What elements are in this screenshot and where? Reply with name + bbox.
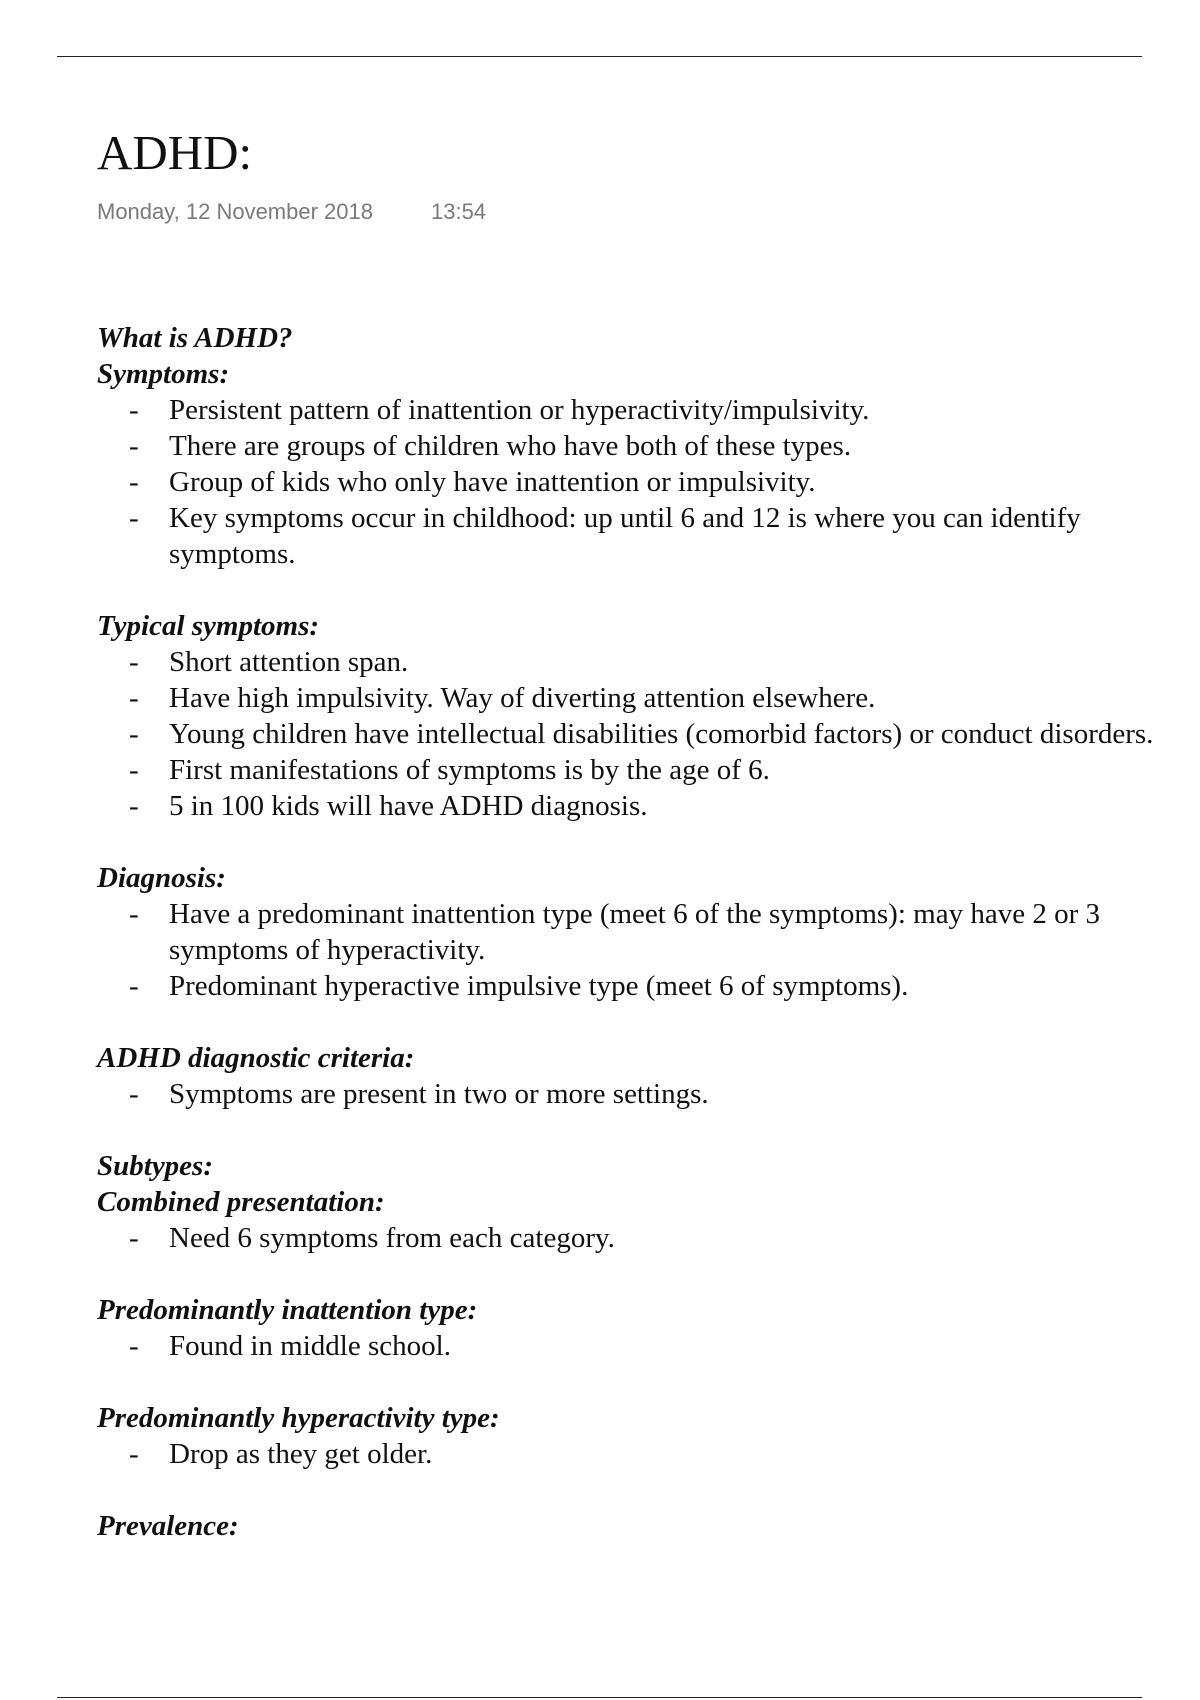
- dash-bullet: -: [129, 718, 139, 750]
- section-hyperactivity-type: [97, 1400, 1200, 1472]
- dash-bullet: -: [129, 430, 139, 462]
- list-item: - Young children have intellectual disabilities (comorbid factors) or conduct disorders.: [129, 718, 1154, 750]
- dash-bullet: -: [129, 646, 139, 678]
- section-heading: Combined presentation:: [97, 1186, 385, 1218]
- page-title: ADHD:: [97, 125, 253, 180]
- bullet-list: [97, 1328, 1200, 1364]
- list-item: - Short attention span.: [129, 646, 409, 678]
- dash-bullet: -: [129, 1330, 139, 1362]
- section-heading: Diagnosis:: [97, 862, 226, 894]
- list-item: - 5 in 100 kids will have ADHD diagnosis.: [129, 790, 648, 822]
- section-inattention-type: [97, 1292, 1200, 1364]
- section-heading: What is ADHD?: [97, 322, 293, 354]
- list-item: - Group of kids who only have inattention or impulsivity.: [129, 466, 816, 498]
- dash-bullet: -: [129, 754, 139, 786]
- section-heading: Subtypes:: [97, 1150, 213, 1182]
- page-date: Monday, 12 November 2018: [97, 199, 373, 224]
- dash-bullet: -: [129, 466, 139, 498]
- section-diagnostic-criteria: [97, 1040, 1200, 1112]
- dash-bullet: -: [129, 1078, 139, 1110]
- section-heading: Symptoms:: [97, 358, 230, 390]
- dash-bullet: -: [129, 790, 139, 822]
- section-what-is-adhd: [97, 320, 1200, 572]
- top-rule: [57, 56, 1142, 57]
- section-subtypes: [97, 1148, 1200, 1256]
- bottom-rule: [57, 1697, 1142, 1698]
- page-timestamp: [97, 199, 486, 225]
- list-item: - There are groups of children who have both of these types.: [129, 430, 852, 462]
- bullet-list: [97, 1076, 1200, 1112]
- section-heading: Predominantly hyperactivity type:: [97, 1402, 500, 1434]
- list-item: - Drop as they get older.: [129, 1438, 433, 1470]
- bullet-list: [97, 896, 1200, 1004]
- list-item: - Found in middle school.: [129, 1330, 451, 1362]
- section-heading: Typical symptoms:: [97, 610, 320, 642]
- section-heading: Predominantly inattention type:: [97, 1294, 478, 1326]
- section-heading: ADHD diagnostic criteria:: [97, 1042, 415, 1074]
- section-diagnosis: [97, 860, 1200, 1004]
- dash-bullet: -: [129, 1222, 139, 1254]
- list-item: - First manifestations of symptoms is by the age of 6.: [129, 754, 770, 786]
- bullet-list: [97, 644, 1200, 824]
- dash-bullet: -: [129, 682, 139, 714]
- section-typical-symptoms: [97, 608, 1200, 824]
- list-item: - Have high impulsivity. Way of diverting attention elsewhere.: [129, 682, 876, 714]
- dash-bullet: -: [129, 394, 139, 426]
- list-item: - Have a predominant inattention type (meet 6 of the symptoms): may have 2 or 3 symptoms of hyperactivity.: [129, 898, 1100, 966]
- dash-bullet: -: [129, 898, 139, 930]
- list-item: - Need 6 symptoms from each category.: [129, 1222, 615, 1254]
- bullet-list: [97, 1436, 1200, 1472]
- section-prevalence: [97, 1508, 1200, 1544]
- note-body: [97, 320, 1200, 1580]
- bullet-list: [97, 1220, 1200, 1256]
- bullet-list: [97, 392, 1200, 572]
- dash-bullet: -: [129, 1438, 139, 1470]
- list-item: - Key symptoms occur in childhood: up until 6 and 12 is where you can identify symptoms.: [129, 502, 1081, 570]
- list-item: - Predominant hyperactive impulsive type (meet 6 of symptoms).: [129, 970, 909, 1002]
- list-item: - Persistent pattern of inattention or hyperactivity/impulsivity.: [129, 394, 870, 426]
- section-heading: Prevalence:: [97, 1510, 239, 1542]
- dash-bullet: -: [129, 970, 139, 1002]
- list-item: - Symptoms are present in two or more settings.: [129, 1078, 709, 1110]
- dash-bullet: -: [129, 502, 139, 534]
- page-time: 13:54: [430, 199, 487, 224]
